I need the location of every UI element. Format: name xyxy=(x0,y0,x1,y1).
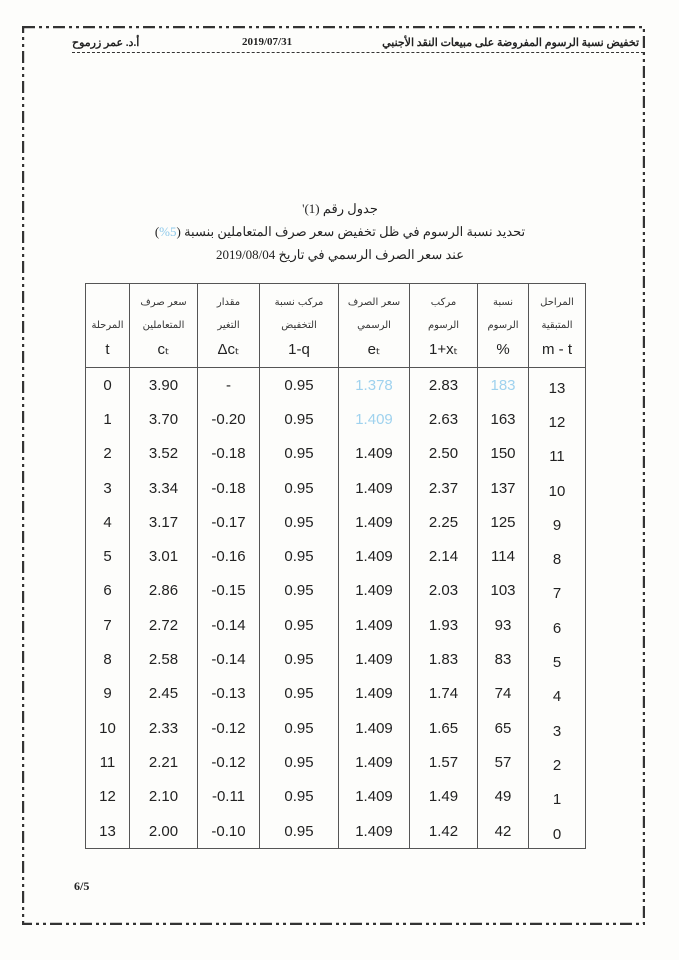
cell-fee-percent: 93 xyxy=(478,608,529,642)
header-label-line1: مركب xyxy=(430,296,457,308)
cell-rate-change: -0.11 xyxy=(198,780,260,814)
cell-official-rate: 1.409 xyxy=(339,608,410,642)
table-row xyxy=(86,745,586,779)
header-label-line2: المتعاملين xyxy=(142,319,185,331)
header-label-line2: المرحلة xyxy=(91,319,124,331)
header-label-line2: الرسوم xyxy=(487,319,519,331)
header-label-line1: مقدار xyxy=(216,296,241,308)
cell-fee-factor: 2.50 xyxy=(410,437,478,471)
cell-fee-factor: 1.83 xyxy=(410,642,478,676)
cell-reduction-factor: 0.95 xyxy=(260,711,339,745)
header-label-line1 xyxy=(86,291,129,314)
header-remaining-stages xyxy=(529,284,586,368)
cell-remaining-stages: 6 xyxy=(529,608,586,642)
cell-official-rate: 1.378 xyxy=(339,368,410,403)
cell-dealer-rate: 2.72 xyxy=(130,608,198,642)
header-symbol: t xyxy=(105,340,110,358)
cell-remaining-stages: 11 xyxy=(529,437,586,471)
header-label-line2: التخفيض xyxy=(281,319,317,331)
cell-reduction-factor: 0.95 xyxy=(260,437,339,471)
cell-official-rate: 1.409 xyxy=(339,437,410,471)
cell-stage: 0 xyxy=(86,368,130,403)
cell-rate-change: -0.18 xyxy=(198,471,260,505)
cell-reduction-factor: 0.95 xyxy=(260,780,339,814)
cell-fee-factor: 2.03 xyxy=(410,574,478,608)
cell-fee-factor: 2.37 xyxy=(410,471,478,505)
table-row xyxy=(86,574,586,608)
cell-fee-percent: 150 xyxy=(478,437,529,471)
cell-dealer-rate: 3.17 xyxy=(130,505,198,539)
cell-fee-factor: 1.74 xyxy=(410,677,478,711)
table-row xyxy=(86,505,586,539)
cell-dealer-rate: 2.00 xyxy=(130,814,198,849)
header-label-line1: نسبة xyxy=(492,296,514,308)
header-label-line1: سعر صرف xyxy=(140,296,187,308)
cell-rate-change: -0.14 xyxy=(198,642,260,676)
cell-reduction-factor: 0.95 xyxy=(260,642,339,676)
table-row xyxy=(86,814,586,849)
cell-reduction-factor: 0.95 xyxy=(260,745,339,779)
table-subtitle xyxy=(140,220,540,243)
cell-stage: 6 xyxy=(86,574,130,608)
cell-rate-change: -0.14 xyxy=(198,608,260,642)
cell-dealer-rate: 2.58 xyxy=(130,642,198,676)
cell-fee-percent: 49 xyxy=(478,780,529,814)
cell-dealer-rate: 3.01 xyxy=(130,539,198,573)
cell-remaining-stages: 4 xyxy=(529,677,586,711)
table-row xyxy=(86,608,586,642)
table-row xyxy=(86,437,586,471)
cell-remaining-stages: 2 xyxy=(529,745,586,779)
cell-dealer-rate: 2.33 xyxy=(130,711,198,745)
cell-fee-percent: 65 xyxy=(478,711,529,745)
table-row xyxy=(86,642,586,676)
cell-dealer-rate: 2.21 xyxy=(130,745,198,779)
table-row xyxy=(86,780,586,814)
cell-fee-factor: 1.42 xyxy=(410,814,478,849)
header-official-rate xyxy=(339,284,410,368)
table-row xyxy=(86,539,586,573)
header-symbol: 1+xₜ xyxy=(428,340,459,358)
cell-reduction-factor: 0.95 xyxy=(260,505,339,539)
cell-stage: 4 xyxy=(86,505,130,539)
header-label-line2: الرسمي xyxy=(357,319,391,331)
cell-stage: 8 xyxy=(86,642,130,676)
table-captions xyxy=(140,197,540,266)
header-date: 2019/07/31 xyxy=(242,36,293,48)
cell-rate-change: - xyxy=(198,368,260,403)
cell-official-rate: 1.409 xyxy=(339,505,410,539)
cell-remaining-stages: 8 xyxy=(529,539,586,573)
table-row xyxy=(86,402,586,436)
cell-dealer-rate: 2.10 xyxy=(130,780,198,814)
cell-fee-percent: 83 xyxy=(478,642,529,676)
cell-official-rate: 1.409 xyxy=(339,677,410,711)
cell-fee-percent: 163 xyxy=(478,402,529,436)
table-row xyxy=(86,711,586,745)
header-fee-percent xyxy=(478,284,529,368)
header-symbol: cₜ xyxy=(157,340,170,358)
header-label-line1: سعر الصرف xyxy=(347,296,401,308)
cell-stage: 2 xyxy=(86,437,130,471)
header-fee-factor xyxy=(410,284,478,368)
cell-dealer-rate: 3.90 xyxy=(130,368,198,403)
subtitle-text: تحديد نسبة الرسوم في ظل تخفيض سعر صرف المتعاملين بنسبة ( xyxy=(176,224,526,239)
cell-remaining-stages: 9 xyxy=(529,505,586,539)
header-title: تخفيض نسبة الرسوم المفروضة على مبيعات النقد الأجنبي xyxy=(382,37,639,49)
cell-rate-change: -0.20 xyxy=(198,402,260,436)
cell-stage: 3 xyxy=(86,471,130,505)
cell-official-rate: 1.409 xyxy=(339,471,410,505)
cell-stage: 12 xyxy=(86,780,130,814)
cell-official-rate: 1.409 xyxy=(339,539,410,573)
table-row xyxy=(86,677,586,711)
cell-fee-percent: 74 xyxy=(478,677,529,711)
cell-official-rate: 1.409 xyxy=(339,642,410,676)
cell-official-rate: 1.409 xyxy=(339,780,410,814)
cell-fee-factor: 2.25 xyxy=(410,505,478,539)
cell-remaining-stages: 3 xyxy=(529,711,586,745)
header-divider xyxy=(72,52,644,53)
cell-dealer-rate: 3.34 xyxy=(130,471,198,505)
cell-official-rate: 1.409 xyxy=(339,711,410,745)
header-symbol: Δcₜ xyxy=(217,340,240,358)
table-row xyxy=(86,368,586,403)
fees-table xyxy=(85,283,586,849)
cell-stage: 13 xyxy=(86,814,130,849)
cell-fee-factor: 1.57 xyxy=(410,745,478,779)
cell-fee-percent: 114 xyxy=(478,539,529,573)
cell-fee-factor: 1.65 xyxy=(410,711,478,745)
cell-fee-percent: 42 xyxy=(478,814,529,849)
header-rate-change xyxy=(198,284,260,368)
cell-reduction-factor: 0.95 xyxy=(260,677,339,711)
cell-remaining-stages: 1 xyxy=(529,780,586,814)
table-body xyxy=(86,368,586,849)
cell-stage: 10 xyxy=(86,711,130,745)
subtitle-close: ) xyxy=(154,224,160,239)
cell-fee-factor: 1.93 xyxy=(410,608,478,642)
header-symbol: 1-q xyxy=(288,340,310,358)
cell-dealer-rate: 3.70 xyxy=(130,402,198,436)
cell-reduction-factor: 0.95 xyxy=(260,539,339,573)
header-dealer-rate xyxy=(130,284,198,368)
table-header-row xyxy=(86,284,586,368)
header-symbol: % xyxy=(496,340,510,358)
cell-rate-change: -0.16 xyxy=(198,539,260,573)
cell-stage: 11 xyxy=(86,745,130,779)
header-author: أ.د. عمر زرموح xyxy=(72,37,140,49)
cell-fee-factor: 2.83 xyxy=(410,368,478,403)
cell-fee-factor: 2.63 xyxy=(410,402,478,436)
cell-rate-change: -0.15 xyxy=(198,574,260,608)
table-row xyxy=(86,471,586,505)
header-symbol: m - t xyxy=(542,340,572,358)
cell-stage: 9 xyxy=(86,677,130,711)
cell-remaining-stages: 7 xyxy=(529,574,586,608)
cell-rate-change: -0.12 xyxy=(198,711,260,745)
cell-rate-change: -0.18 xyxy=(198,437,260,471)
header-stage xyxy=(86,284,130,368)
cell-fee-percent: 137 xyxy=(478,471,529,505)
reduction-rate: 5% xyxy=(159,224,177,239)
header-label-line1: المراحل xyxy=(540,296,574,308)
cell-reduction-factor: 0.95 xyxy=(260,814,339,849)
cell-dealer-rate: 3.52 xyxy=(130,437,198,471)
cell-dealer-rate: 2.86 xyxy=(130,574,198,608)
cell-fee-percent: 183 xyxy=(478,368,529,403)
cell-official-rate: 1.409 xyxy=(339,402,410,436)
header-label-line2: المتبقية xyxy=(541,319,573,331)
cell-stage: 7 xyxy=(86,608,130,642)
cell-fee-factor: 2.14 xyxy=(410,539,478,573)
cell-official-rate: 1.409 xyxy=(339,574,410,608)
cell-dealer-rate: 2.45 xyxy=(130,677,198,711)
cell-reduction-factor: 0.95 xyxy=(260,608,339,642)
cell-remaining-stages: 5 xyxy=(529,642,586,676)
cell-remaining-stages: 10 xyxy=(529,471,586,505)
cell-official-rate: 1.409 xyxy=(339,745,410,779)
cell-stage: 1 xyxy=(86,402,130,436)
cell-reduction-factor: 0.95 xyxy=(260,471,339,505)
cell-stage: 5 xyxy=(86,539,130,573)
cell-rate-change: -0.17 xyxy=(198,505,260,539)
cell-remaining-stages: 0 xyxy=(529,814,586,849)
header-reduction-factor xyxy=(260,284,339,368)
header-label-line1: مركب نسبة xyxy=(274,296,324,308)
page-number: 6/5 xyxy=(74,879,90,893)
cell-reduction-factor: 0.95 xyxy=(260,368,339,403)
cell-fee-percent: 125 xyxy=(478,505,529,539)
header-symbol: eₜ xyxy=(367,340,381,358)
table-label: جدول رقم (1)' xyxy=(302,201,378,216)
cell-official-rate: 1.409 xyxy=(339,814,410,849)
cell-remaining-stages: 13 xyxy=(529,368,586,403)
cell-rate-change: -0.13 xyxy=(198,677,260,711)
cell-fee-factor: 1.49 xyxy=(410,780,478,814)
cell-remaining-stages: 12 xyxy=(529,402,586,436)
table-date-line: عند سعر الصرف الرسمي في تاريخ 2019/08/04 xyxy=(216,247,464,262)
cell-fee-percent: 57 xyxy=(478,745,529,779)
header-label-line2: التغير xyxy=(217,319,240,331)
cell-reduction-factor: 0.95 xyxy=(260,402,339,436)
cell-rate-change: -0.10 xyxy=(198,814,260,849)
cell-fee-percent: 103 xyxy=(478,574,529,608)
header-label-line2: الرسوم xyxy=(427,319,460,331)
cell-rate-change: -0.12 xyxy=(198,745,260,779)
cell-reduction-factor: 0.95 xyxy=(260,574,339,608)
